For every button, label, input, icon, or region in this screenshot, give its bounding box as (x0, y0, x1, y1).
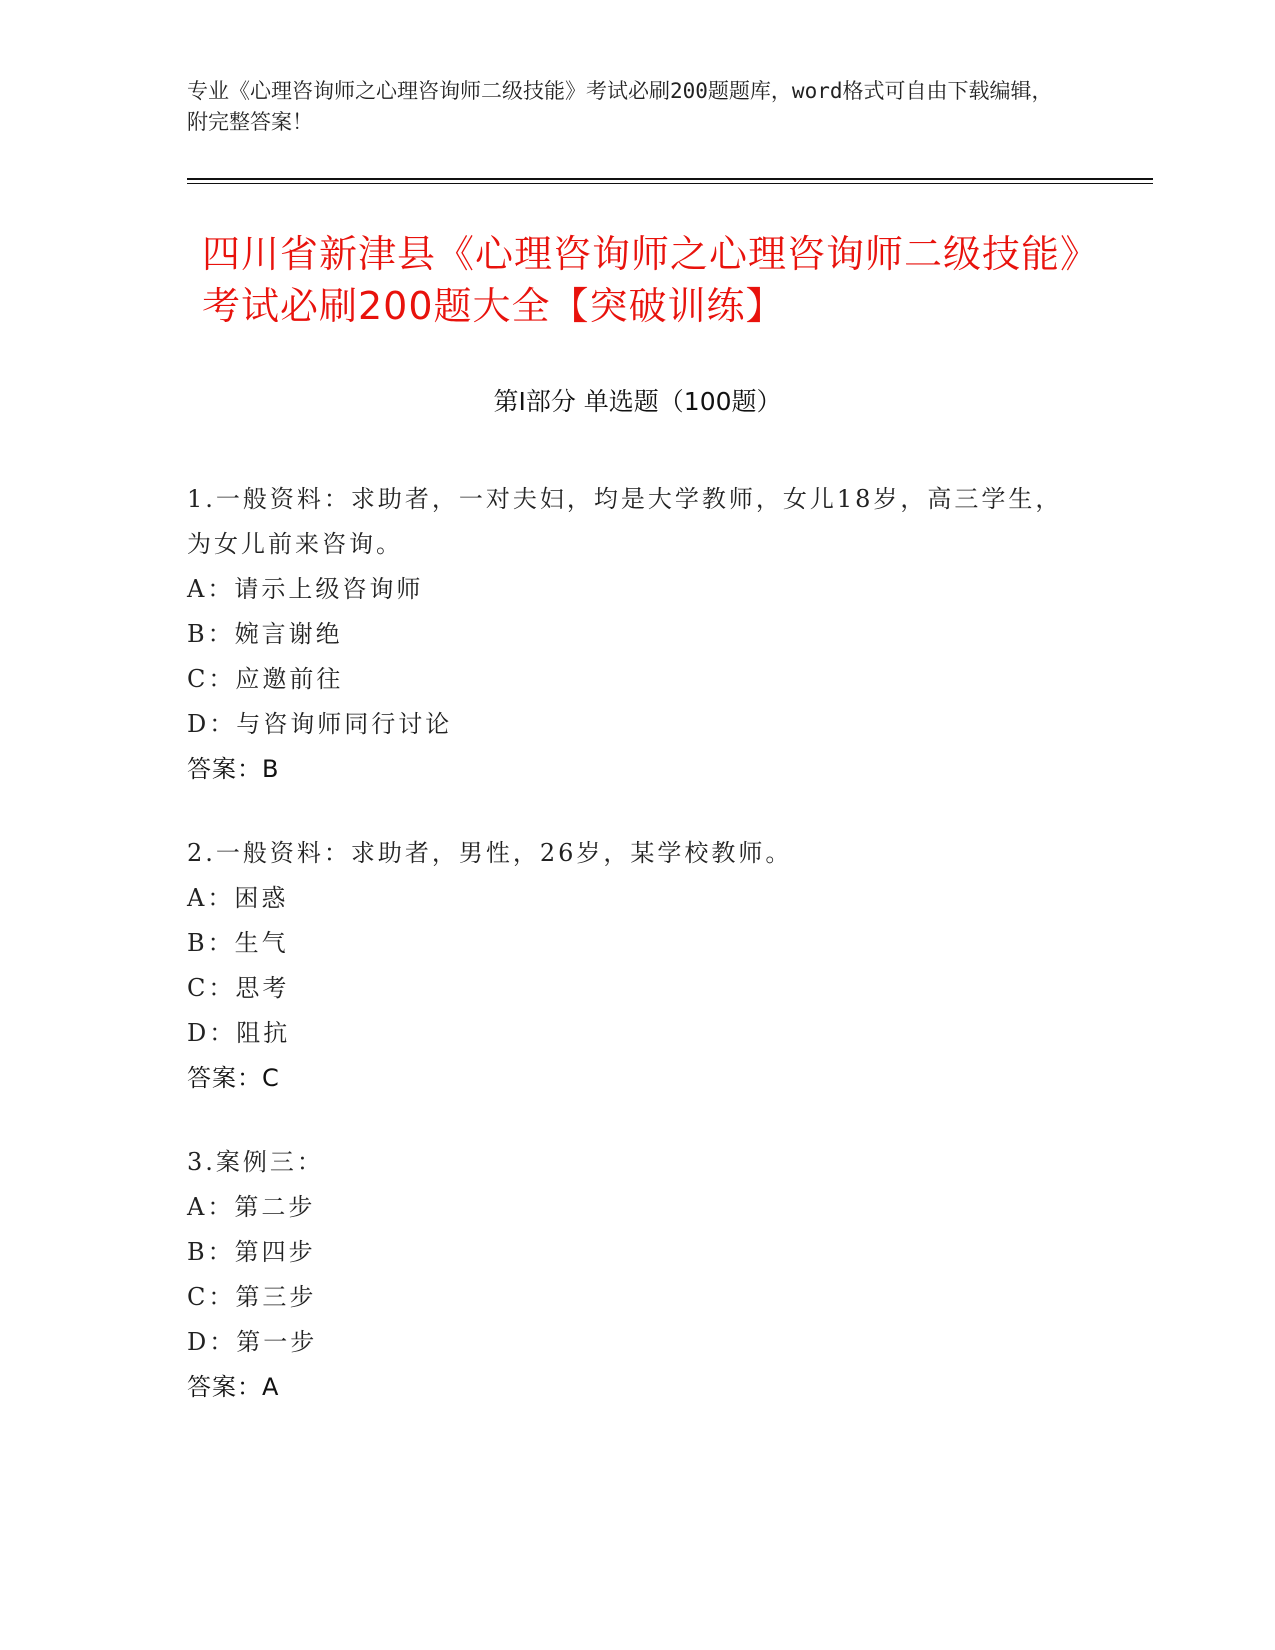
header-rule-thin (187, 183, 1153, 184)
header-note: 专业《心理咨询师之心理咨询师二级技能》考试必刷200题题库，word格式可自由下载编辑，附完整答案！ (187, 79, 1053, 134)
option-a: A：困惑 (187, 884, 289, 912)
section-title: 第I部分 单选题（100题） (493, 387, 782, 416)
question-2 (187, 831, 1087, 1101)
answer-line: 答案：A (187, 1373, 280, 1401)
answer-line: 答案：B (187, 755, 280, 783)
question-stem: 1.一般资料：求助者，一对夫妇，均是大学教师，女儿18岁，高三学生，为女儿前来咨询。 (187, 485, 1063, 558)
option-d: D：与咨询师同行讨论 (187, 710, 453, 738)
option-c: C：思考 (187, 974, 290, 1002)
option-b: B：第四步 (187, 1238, 316, 1266)
question-3 (187, 1140, 1087, 1410)
question-stem: 3.案例三： (187, 1148, 324, 1176)
document-title: 四川省新津县《心理咨询师之心理咨询师二级技能》考试必刷200题大全【突破训练】 (202, 232, 1100, 328)
option-d: D：阻抗 (187, 1019, 291, 1047)
question-list (187, 477, 1087, 1449)
option-c: C：第三步 (187, 1283, 317, 1311)
option-a: A：第二步 (187, 1193, 316, 1221)
header-rule-thick (187, 178, 1153, 180)
answer-line: 答案：C (187, 1064, 280, 1092)
option-b: B：生气 (187, 929, 289, 957)
option-d: D：第一步 (187, 1328, 318, 1356)
question-1 (187, 477, 1087, 792)
option-a: A：请示上级咨询师 (187, 575, 424, 603)
question-stem: 2.一般资料：求助者，男性，26岁，某学校教师。 (187, 839, 793, 867)
option-b: B：婉言谢绝 (187, 620, 343, 648)
option-c: C：应邀前往 (187, 665, 344, 693)
